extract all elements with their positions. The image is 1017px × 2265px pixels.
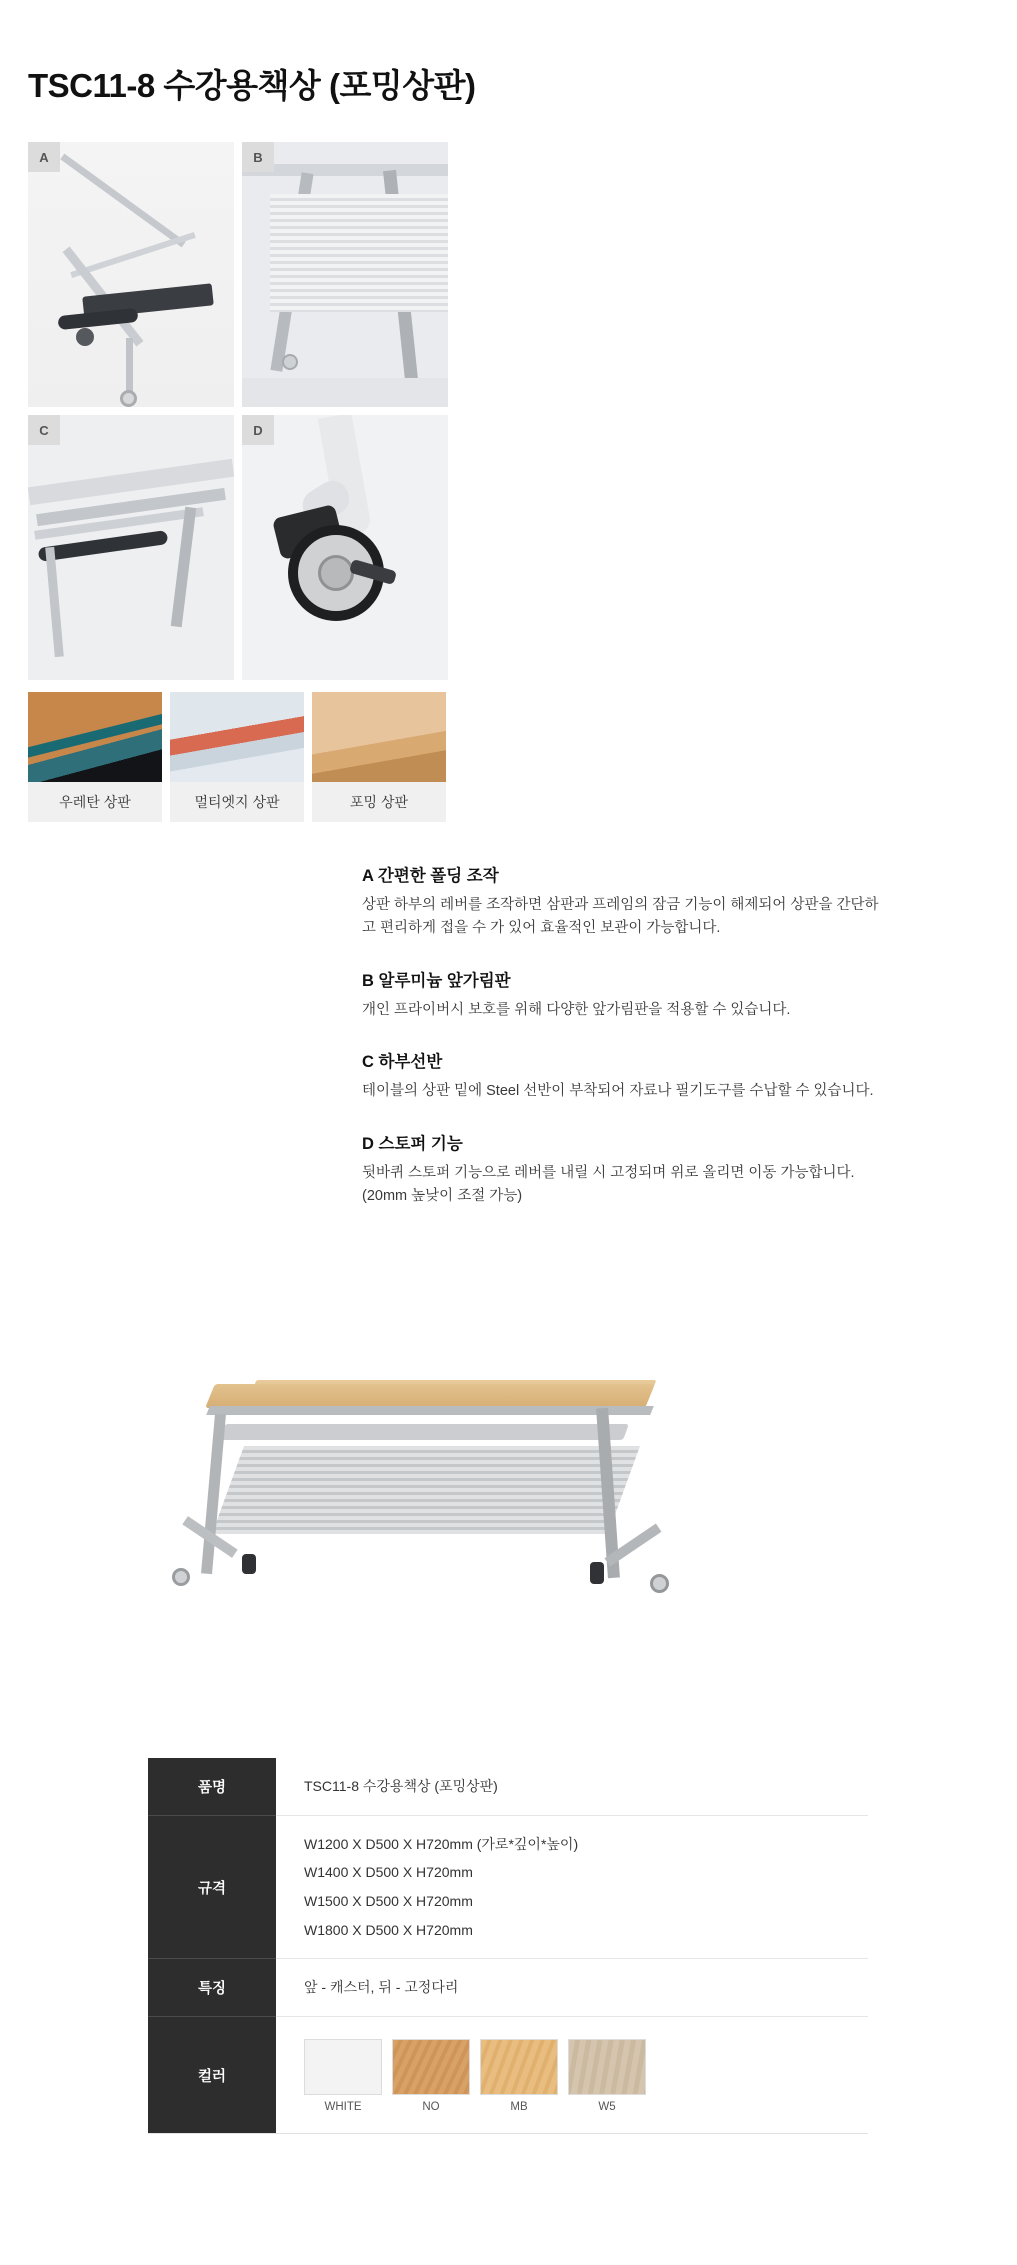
color-chip-no[interactable] [392,2039,470,2113]
color-chip-white[interactable] [304,2039,382,2113]
feature-d-heading: D 스토퍼 기능 [362,1134,463,1153]
table-row-color [148,2017,868,2134]
color-chip-w5[interactable] [568,2039,646,2113]
photo-tag-d: D [242,415,274,445]
spec-value-name [276,1758,868,1815]
feature-b [362,967,892,1022]
lower-shelf-illustration [28,415,234,680]
feature-b-body: 개인 프라이버시 보호를 위해 다양한 앞가림판을 적용할 수 있습니다. [362,1001,791,1018]
swatch-forming [312,692,446,822]
spec-feature-value: 앞 - 캐스터, 뒤 - 고정다리 [304,1979,459,1996]
folding-lever-illustration [28,142,234,407]
aluminium-modesty-panel-photo [242,142,448,407]
modesty-panel-illustration [242,142,448,407]
photo-grid [28,142,448,688]
spec-label-name: 품명 [148,1758,276,1815]
color-swatch-w5 [568,2039,646,2095]
spec-size-4: W1800 X D500 X H720mm [304,1921,473,1938]
spec-size-1: W1200 X D500 X H720mm (가로*깊이*높이) [304,1835,579,1852]
feature-a [362,862,892,941]
feature-b-heading: B 알루미늄 앞가림판 [362,971,511,990]
spec-value-size [276,1815,868,1959]
spec-label-feature: 특징 [148,1959,276,2017]
spec-size-3: W1500 X D500 X H720mm [304,1893,473,1910]
swatch-multiedge [170,692,304,822]
product-hero-image [150,1372,710,1702]
spec-size-2: W1400 X D500 X H720mm [304,1864,473,1881]
photo-tag-a: A [28,142,60,172]
lower-shelf-photo [28,415,234,680]
feature-d-body: 뒷바퀴 스토퍼 기능으로 레버를 내릴 시 고정되며 위로 올리면 이동 가능합니다. (20mm 높낮이 조절 가능) [362,1164,855,1205]
spec-label-color: 컬러 [148,2017,276,2134]
spec-value-color [276,2017,868,2134]
caster-stopper-photo [242,415,448,680]
swatch-multiedge-image [170,692,304,782]
top-material-swatches [28,692,448,822]
photo-row-top [28,142,448,407]
color-label-white: WHITE [324,2101,362,2114]
swatch-urethane [28,692,162,822]
table-row [148,1815,868,1959]
color-label-w5: W5 [598,2101,616,2114]
table-row [148,1758,868,1815]
spec-value-feature [276,1959,868,2017]
spec-label-size: 규격 [148,1815,276,1959]
swatch-forming-label: 포밍 상판 [312,782,446,822]
swatch-urethane-image [28,692,162,782]
feature-a-body: 상판 하부의 레버를 조작하면 삼판과 프레임의 잠금 기능이 해제되어 상판을 간단하고 편리하게 접을 수 가 있어 효율적인 보관이 가능합니다. [362,897,879,937]
color-chip-list [304,2031,868,2119]
feature-a-heading: A 간편한 폴딩 조작 [362,867,499,885]
swatch-multiedge-label: 멀티엣지 상판 [170,782,304,822]
swatch-urethane-label: 우레탄 상판 [28,782,162,822]
feature-c [362,1048,892,1103]
feature-d [362,1130,892,1209]
color-chip-mb[interactable] [480,2039,558,2113]
feature-c-body: 테이블의 상판 밑에 Steel 선반이 부착되어 자료나 필기도구를 수납할 수 있습니다. [362,1083,874,1100]
photo-row-bottom [28,415,448,680]
color-label-mb: MB [510,2101,528,2114]
color-swatch-white [304,2039,382,2095]
specification-table [148,1758,868,2134]
swatch-forming-image [312,692,446,782]
color-swatch-mb [480,2039,558,2095]
feature-list [362,862,892,1235]
page-title: TSC11-8 수강용책상 (포밍상판) [28,67,476,105]
table-row [148,1959,868,2017]
caster-illustration [242,415,448,680]
color-swatch-no [392,2039,470,2095]
feature-c-heading: C 하부선반 [362,1053,443,1072]
photo-tag-c: C [28,415,60,445]
color-label-no: NO [422,2101,440,2114]
spec-name-value: TSC11-8 수강용책상 (포밍상판) [304,1778,498,1794]
folding-lever-photo [28,142,234,407]
photo-tag-b: B [242,142,274,172]
